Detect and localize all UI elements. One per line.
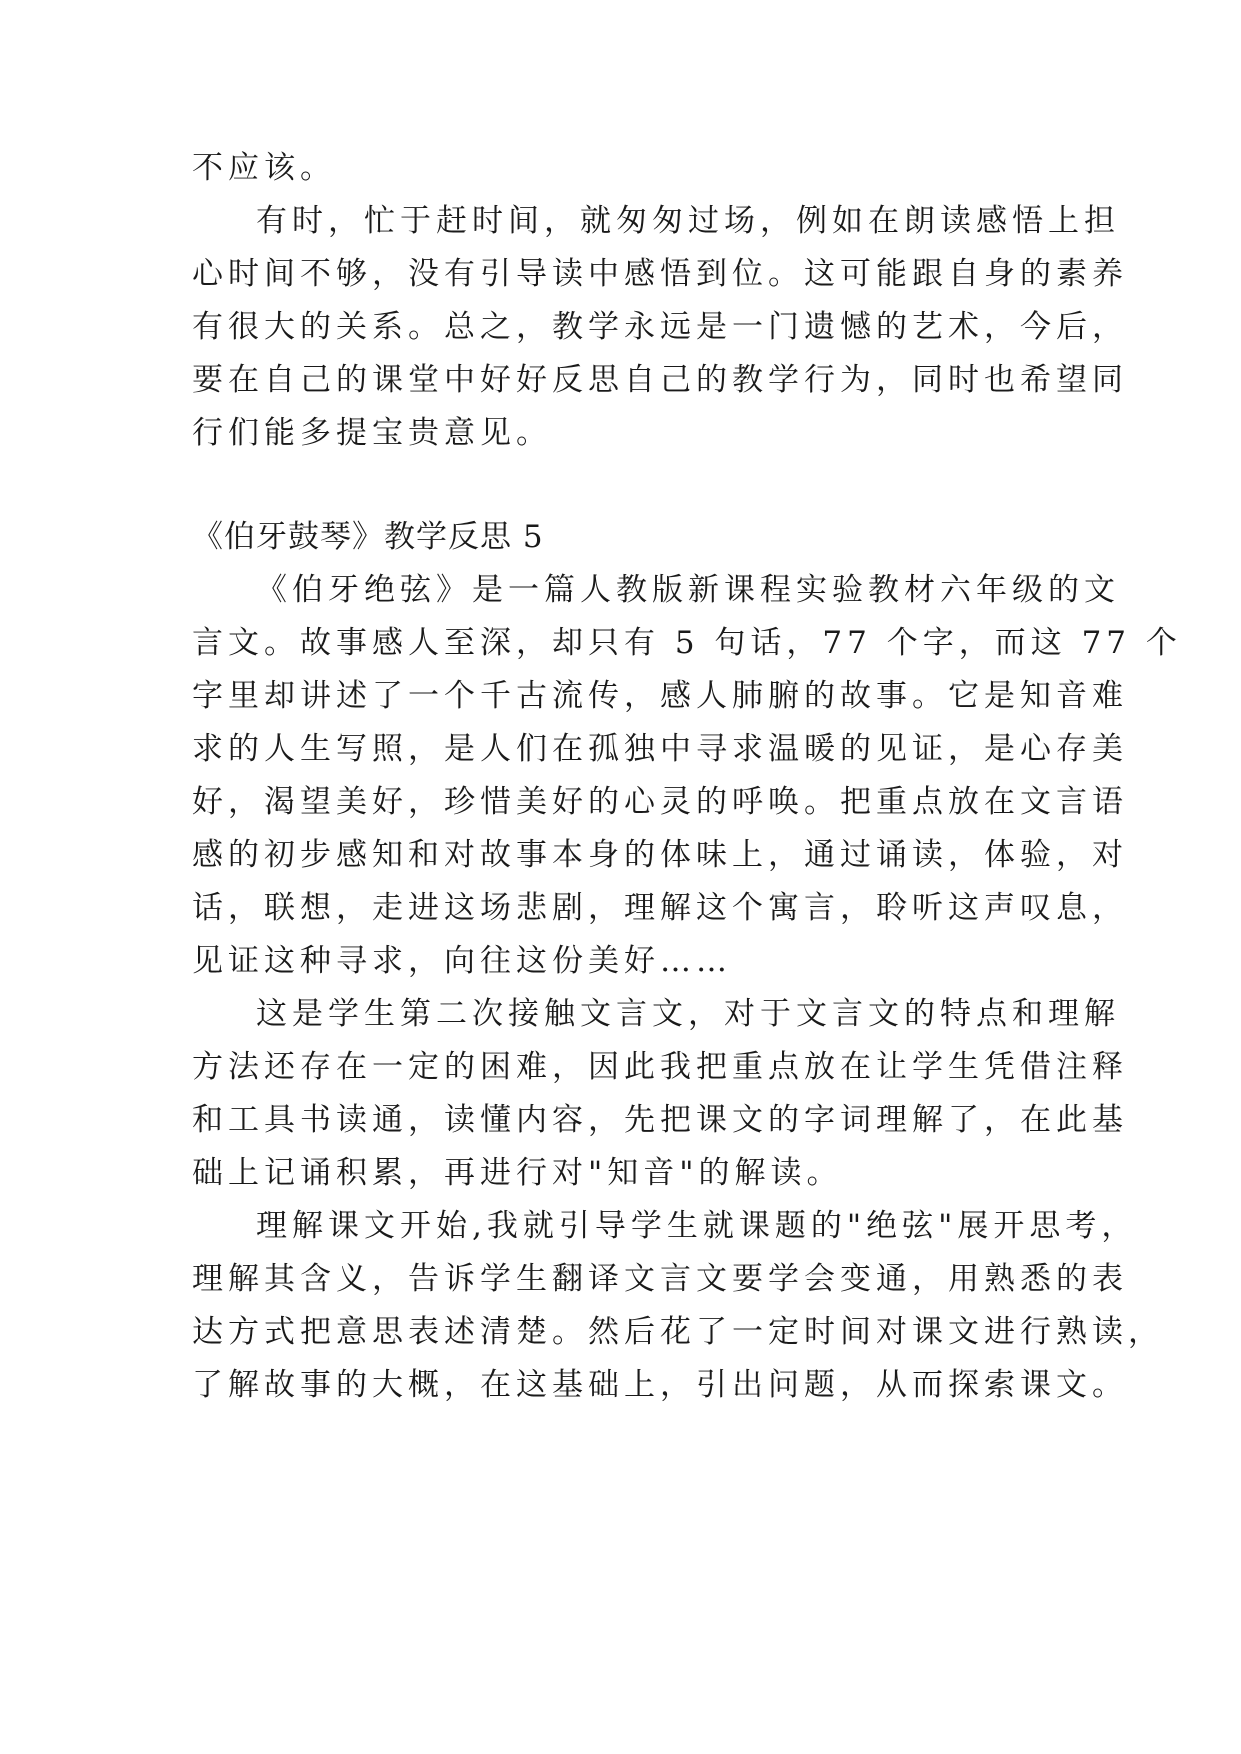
text-line: 言文。故事感人至深，却只有 5 句话，77 个字，而这 77 个: [192, 625, 1182, 661]
text-line: 感的初步感知和对故事本身的体味上，通过诵读，体验，对: [192, 837, 1128, 873]
text-line: 好，渴望美好，珍惜美好的心灵的呼唤。把重点放在文言语: [192, 784, 1128, 820]
text-line: 字里却讲述了一个千古流传，感人肺腑的故事。它是知音难: [192, 678, 1128, 714]
text-line: 和工具书读通，读懂内容，先把课文的字词理解了，在此基: [192, 1102, 1128, 1138]
text-line: 了解故事的大概，在这基础上，引出问题，从而探索课文。: [192, 1367, 1128, 1403]
text-line: 《伯牙绝弦》是一篇人教版新课程实验教材六年级的文: [256, 572, 1120, 608]
text-line: 心时间不够，没有引导读中感悟到位。这可能跟自身的素养: [192, 256, 1128, 292]
text-line: 求的人生写照，是人们在孤独中寻求温暖的见证，是心存美: [192, 731, 1128, 767]
text-line: 方法还存在一定的困难，因此我把重点放在让学生凭借注释: [192, 1049, 1128, 1085]
text-line: 有时，忙于赶时间，就匆匆过场，例如在朗读感悟上担: [256, 203, 1120, 239]
text-line: 理解课文开始,我就引导学生就课题的"绝弦"展开思考，: [256, 1208, 1138, 1244]
text-line: 不应该。: [192, 150, 336, 186]
text-line: 见证这种寻求，向往这份美好……: [192, 943, 732, 979]
text-line: 理解其含义，告诉学生翻译文言文要学会变通，用熟悉的表: [192, 1261, 1128, 1297]
text-line: 要在自己的课堂中好好反思自己的教学行为，同时也希望同: [192, 362, 1128, 398]
text-line: 这是学生第二次接触文言文，对于文言文的特点和理解: [256, 996, 1120, 1032]
text-line: 话，联想，走进这场悲剧，理解这个寓言，聆听这声叹息，: [192, 890, 1128, 926]
text-line: 础上记诵积累，再进行对"知音"的解读。: [192, 1155, 843, 1191]
section-heading: 《伯牙鼓琴》教学反思 5: [192, 519, 544, 555]
text-line: 达方式把意思表述清楚。然后花了一定时间对课文进行熟读，: [192, 1314, 1164, 1350]
text-line: 有很大的关系。总之，教学永远是一门遗憾的艺术，今后，: [192, 309, 1128, 345]
text-line: 行们能多提宝贵意见。: [192, 415, 552, 451]
